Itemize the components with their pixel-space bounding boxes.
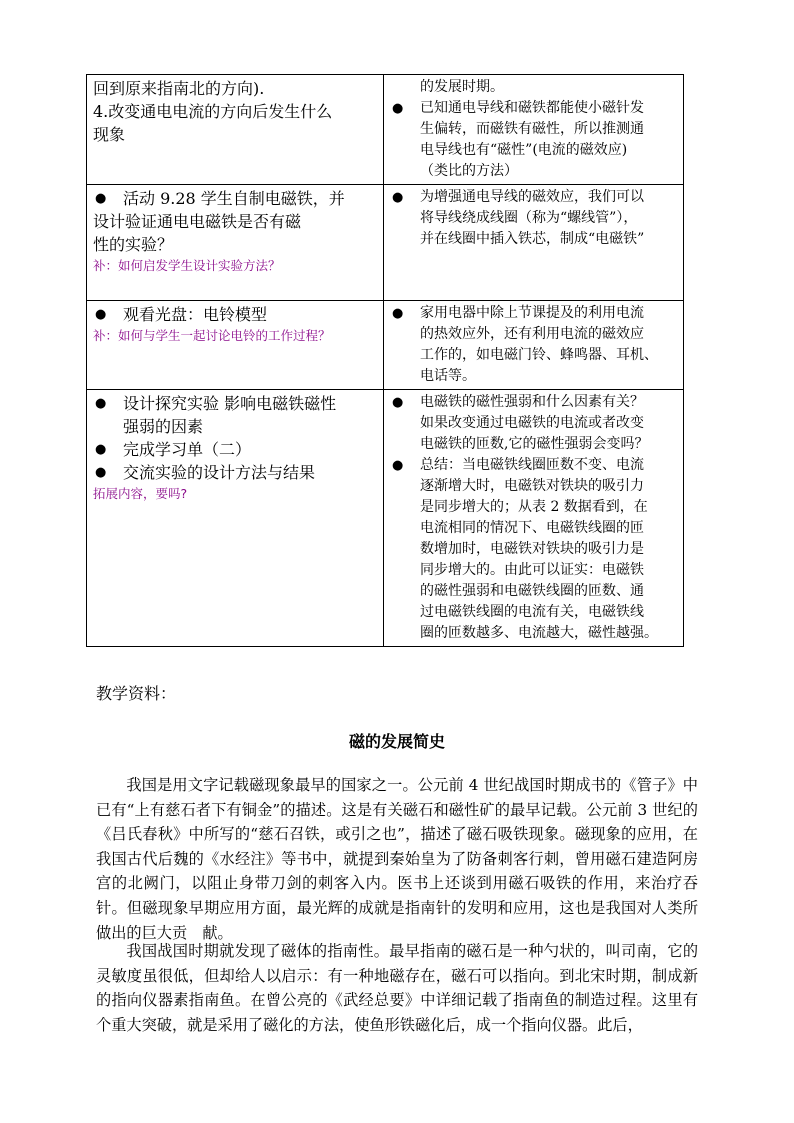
bullet-icon: ● xyxy=(95,191,107,206)
article-paragraph: 我国是用文字记载磁现象最早的国家之一。公元前 4 世纪战国时期成书的《管子》中已有“上有慈石者下有铜金”的描述。这是有关磁石和磁性矿的最早记载。公元前 3 世纪的《吕氏春秋》中所写的“慈石召铁，或引之也”，描述了磁石吸铁现象。磁现象的应用，在我国古代后魏的《水经注》等书中，就提到秦始皇为了防备刺客行刺，曾用磁石建造阿房宫的北阙门，以阻止身带刀剑的刺客入内。医书上还谈到用磁石吸铁的作用，来治疗吞针。但磁现象早期应用方面，最光辉的成就是指南针的发明和应用，这也是我国对人类所做出的巨大贡 献。 xyxy=(96,776,698,942)
text-line: 现象 xyxy=(93,125,126,144)
bullet-icon: ● xyxy=(392,458,404,473)
bullet-icon: ● xyxy=(392,306,404,321)
bullet-item: ● 已知通电导线和磁铁都能使小磁针发 生偏转，而磁铁有磁性，所以推测通 电导线也有“磁性”(电流的磁效应) （类比的方法） xyxy=(392,100,644,179)
table-row xyxy=(87,75,684,185)
bullet-item: ● 家用电器中除上节课提及的利用电流 的热效应外，还有利用电流的磁效应 工作的，如电磁门铃、蜂鸣器、耳机、 电话等。 xyxy=(392,305,658,384)
text-line: 设计验证通电电磁铁是否有磁 xyxy=(93,212,302,231)
table-row xyxy=(87,390,684,647)
bullet-item: ● 设计探究实验 影响电磁铁磁性 强弱的因素 xyxy=(95,394,337,436)
activity-cell xyxy=(87,185,384,301)
explanation-cell xyxy=(384,390,684,647)
text-line: 的发展时期。 xyxy=(420,79,504,95)
activity-cell xyxy=(87,75,384,185)
bullet-item: ● 完成学习单（二） xyxy=(95,440,252,459)
bullet-icon: ● xyxy=(95,465,107,480)
bullet-item: ● 总结：当电磁铁线圈匝数不变、电流 逐渐增大时，电磁铁对铁块的吸引力 是同步增大的；从表 2 数据看到，在 电流相同的情况下、电磁铁线圈的匝 数增加时，电磁铁对铁块的吸引力是 同步增大的。由此可以证实：电磁铁 的磁性强弱和电磁铁线圈的匝数、通 过电磁铁线圈的电流有关，电磁铁线 圈的匝数越多、电流越大，磁性越强。 xyxy=(392,457,658,641)
text-line: 4.改变通电电流的方向后发生什么 xyxy=(93,102,333,121)
bullet-icon: ● xyxy=(95,307,107,322)
teacher-note: 拓展内容，要吗? xyxy=(93,486,188,501)
activity-cell xyxy=(87,390,384,647)
article-title: 磁的发展简史 xyxy=(348,732,445,751)
section-label: 教学资料： xyxy=(96,684,177,703)
teacher-note: 补：如何与学生一起讨论电铃的工作过程？ xyxy=(93,328,331,343)
bullet-item: ● 为增强通电导线的磁效应，我们可以 将导线绕成线圈（称为“螺线管”）， 并在线圈中插入铁芯，制成“电磁铁” xyxy=(392,189,645,247)
explanation-cell xyxy=(384,75,684,185)
bullet-item: ● 活动 9.28 学生自制电磁铁，并 xyxy=(95,189,345,208)
bullet-item: ● 观看光盘：电铃模型 xyxy=(95,305,268,324)
explanation-cell xyxy=(384,301,684,390)
activity-cell xyxy=(87,301,384,390)
bullet-item: ● 电磁铁的磁性强弱和什么因素有关？ 如果改变通过电磁铁的电流或者改变 电磁铁的匝数,它的磁性强弱会变吗？ xyxy=(392,394,649,452)
text-line: 性的实验？ xyxy=(93,235,174,254)
text-line: 回到原来指南北的方向). xyxy=(93,79,265,98)
bullet-icon: ● xyxy=(392,395,404,410)
table-row xyxy=(87,301,684,390)
bullet-icon: ● xyxy=(392,101,404,116)
teacher-note: 补：如何启发学生设计实验方法？ xyxy=(93,258,281,273)
bullet-icon: ● xyxy=(95,396,107,411)
table-row xyxy=(87,185,684,301)
explanation-cell xyxy=(384,185,684,301)
article-paragraph: 我国战国时期就发现了磁体的指南性。最早指南的磁石是一种勺状的，叫司南，它的灵敏度虽很低，但却给人以启示：有一种地磁存在，磁石可以指向。到北宋时期，制成新的指向仪器素指南鱼。在曾公亮的《武经总要》中详细记载了指南鱼的制造过程。这里有个重大突破，就是采用了磁化的方法，使鱼形铁磁化后，成一个指向仪器。此后， xyxy=(96,942,698,1034)
lesson-table xyxy=(86,74,684,647)
bullet-icon: ● xyxy=(95,442,107,457)
bullet-item: ● 交流实验的设计方法与结果 xyxy=(95,463,316,482)
bullet-icon: ● xyxy=(392,190,404,205)
